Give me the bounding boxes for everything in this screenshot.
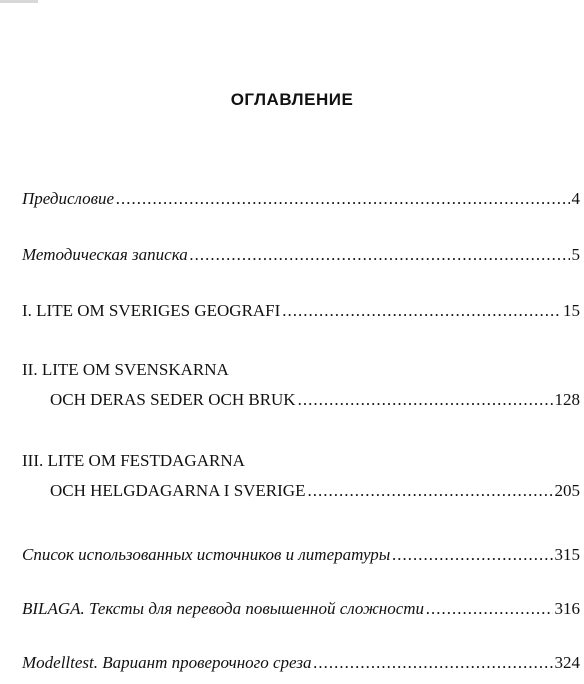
- toc-page-number: 128: [554, 390, 580, 409]
- toc-leader-dots: [282, 301, 561, 321]
- toc-page-number: 4: [571, 189, 580, 208]
- toc-leader-dots: [392, 545, 552, 565]
- toc-leader-dots: [298, 390, 553, 410]
- toc-entry-sources: [22, 545, 580, 565]
- page-title: ОГЛАВЛЕНИЕ: [230, 90, 354, 109]
- toc-leader-dots: [307, 481, 552, 501]
- toc-entry-heading: II. LITE OM SVENSKARNA: [22, 360, 229, 379]
- toc-leader-dots: [116, 189, 569, 209]
- toc-entry-heading: III. LITE OM FESTDAGARNA: [22, 451, 245, 470]
- toc-entry-methodical-note: [22, 245, 580, 265]
- scan-edge-mark: [0, 0, 38, 3]
- toc-leader-dots: [426, 599, 552, 619]
- toc-page-number: 5: [571, 245, 580, 264]
- toc-entry-geography: [22, 301, 580, 321]
- toc-entry-text: Методическая записка: [22, 245, 188, 264]
- toc-page-number: 324: [554, 653, 580, 672]
- toc-entry-preface: [22, 189, 580, 209]
- toc-entry-text: Список использованных источников и литературы: [22, 545, 391, 564]
- toc-leader-dots: [190, 245, 570, 265]
- toc-entry-text: OCH DERAS SEDER OCH BRUK: [50, 390, 296, 409]
- toc-entry-swedes: [22, 360, 580, 410]
- toc-entry-text: Предисловие: [22, 189, 115, 208]
- toc-entry-text: I. LITE OM SVERIGES GEOGRAFI: [22, 301, 281, 320]
- toc-page-number: 316: [554, 599, 580, 618]
- toc-entry-holidays: [22, 451, 580, 501]
- toc-page-number: 15: [563, 301, 580, 320]
- toc-page-number: 205: [554, 481, 580, 500]
- toc-entry-appendix: [22, 599, 580, 619]
- toc-leader-dots: [314, 653, 553, 673]
- toc-entry-text: Modelltest. Вариант проверочного среза: [22, 653, 312, 672]
- toc-entry-text: BILAGA. Тексты для перевода повышенной сложности: [22, 599, 425, 618]
- toc-entry-model-test: [22, 653, 580, 673]
- toc-entry-text: OCH HELGDAGARNA I SVERIGE: [50, 481, 306, 500]
- toc-page-number: 315: [554, 545, 580, 564]
